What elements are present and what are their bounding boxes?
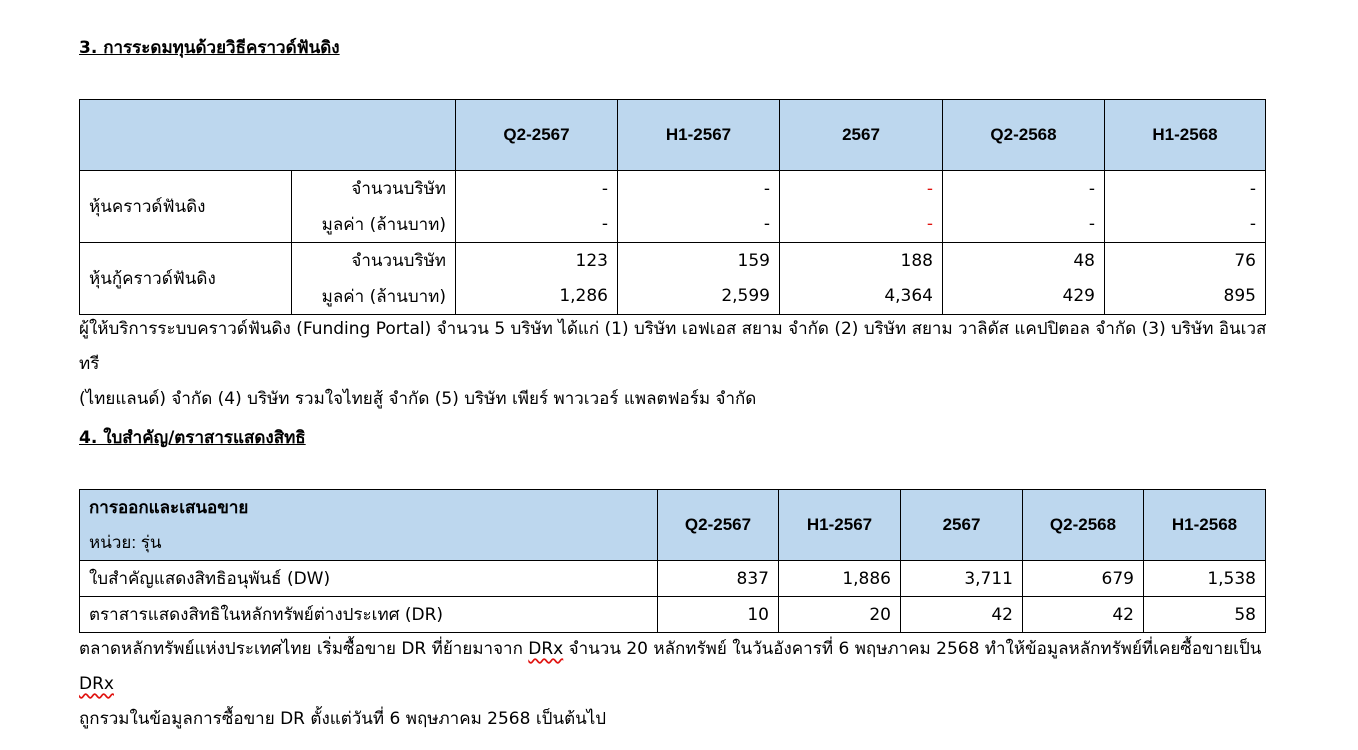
group-label: หุ้นคราวด์ฟันดิง	[80, 171, 292, 243]
table-cell: 3,711	[901, 561, 1023, 597]
table-cell: 895	[1105, 279, 1266, 315]
table-cell: 2,599	[618, 279, 780, 315]
column-header: Q2-2568	[1023, 490, 1144, 561]
row-label: ตราสารแสดงสิทธิในหลักทรัพย์ต่างประเทศ (DR)	[80, 597, 658, 633]
table-cell: -	[618, 171, 780, 207]
note-text: ตลาดหลักทรัพย์แห่งประเทศไทย เริ่มซื้อขาย DR ที่ย้ายมาจาก	[79, 639, 529, 659]
table-cell: 42	[1023, 597, 1144, 633]
table-cell: 48	[943, 243, 1105, 279]
spellcheck-word: DRx	[528, 639, 564, 659]
column-header: Q2-2568	[943, 100, 1105, 171]
column-header: 2567	[780, 100, 943, 171]
note-text: จำนวน 20 หลักทรัพย์ ในวันอังคารที่ 6 พฤษภาคม 2568 ทำให้ข้อมูลหลักทรัพย์ที่เคยซื้อขายเป็น	[563, 639, 1262, 659]
table-cell: 429	[943, 279, 1105, 315]
table-cell: -	[618, 207, 780, 243]
table-cell: -	[456, 207, 618, 243]
table-row	[80, 561, 1266, 597]
column-header: H1-2567	[618, 100, 780, 171]
note-line: ผู้ให้บริการระบบคราวด์ฟันดิง (Funding Portal) จำนวน 5 บริษัท ได้แก่ (1) บริษัท เอฟเอส สยาม จำกัด (2) บริษัท สยาม วาลิดัส แคปปิตอล จำกัด (3) บริษัท อินเวสทรี	[79, 319, 1267, 374]
table-row	[80, 597, 1266, 633]
note-line: (ไทยแลนด์) จำกัด (4) บริษัท รวมใจไทยสู้ จำกัด (5) บริษัท เพียร์ พาวเวอร์ แพลตฟอร์ม จำกัด	[79, 389, 757, 409]
section4-heading: 4. ใบสำคัญ/ตราสารแสดงสิทธิ	[79, 428, 306, 448]
table-row	[80, 243, 1266, 279]
column-header: 2567	[901, 490, 1023, 561]
table-cell: 4,364	[780, 279, 943, 315]
table-cell: -	[456, 171, 618, 207]
table-cell: -	[1105, 207, 1266, 243]
table-cell: -	[780, 171, 943, 207]
table-cell: 159	[618, 243, 780, 279]
header-title: การออกและเสนอขาย	[89, 498, 249, 517]
crowdfunding-table	[79, 99, 1266, 315]
table-cell: 188	[780, 243, 943, 279]
table-cell: 76	[1105, 243, 1266, 279]
table-header-row	[80, 490, 1266, 561]
note-line: ถูกรวมในข้อมูลการซื้อขาย DR ตั้งแต่วันที่ 6 พฤษภาคม 2568 เป็นต้นไป	[79, 709, 607, 729]
table-header-row	[80, 100, 1266, 171]
table-cell: 679	[1023, 561, 1144, 597]
group-label: หุ้นกู้คราวด์ฟันดิง	[80, 243, 292, 315]
row-label: ใบสำคัญแสดงสิทธิอนุพันธ์ (DW)	[80, 561, 658, 597]
column-header: Q2-2567	[456, 100, 618, 171]
table-row	[80, 171, 1266, 207]
table-cell: -	[1105, 171, 1266, 207]
header-unit: หน่วย: รุ่น	[89, 533, 162, 552]
table-cell: -	[780, 207, 943, 243]
section3-note	[79, 312, 1269, 417]
table-cell: 837	[658, 561, 779, 597]
column-header: H1-2568	[1144, 490, 1266, 561]
table-cell: 58	[1144, 597, 1266, 633]
header-blank-cell	[80, 100, 456, 171]
table-cell: 1,886	[779, 561, 901, 597]
section3-heading: 3. การระดมทุนด้วยวิธีคราวด์ฟันดิง	[79, 38, 340, 58]
row-sublabel: จำนวนบริษัท	[292, 171, 456, 207]
table-cell: 42	[901, 597, 1023, 633]
table-cell: 10	[658, 597, 779, 633]
row-sublabel: มูลค่า (ล้านบาท)	[292, 279, 456, 315]
warrants-table	[79, 489, 1266, 633]
row-sublabel: มูลค่า (ล้านบาท)	[292, 207, 456, 243]
table-cell: -	[943, 171, 1105, 207]
table-cell: 123	[456, 243, 618, 279]
table-cell: -	[943, 207, 1105, 243]
table-cell: 1,286	[456, 279, 618, 315]
row-sublabel: จำนวนบริษัท	[292, 243, 456, 279]
column-header: H1-2568	[1105, 100, 1266, 171]
table-cell: 1,538	[1144, 561, 1266, 597]
table-cell: 20	[779, 597, 901, 633]
section4-note	[79, 632, 1269, 737]
header-title-cell	[80, 490, 658, 561]
spellcheck-word: DRx	[79, 674, 114, 694]
column-header: H1-2567	[779, 490, 901, 561]
column-header: Q2-2567	[658, 490, 779, 561]
